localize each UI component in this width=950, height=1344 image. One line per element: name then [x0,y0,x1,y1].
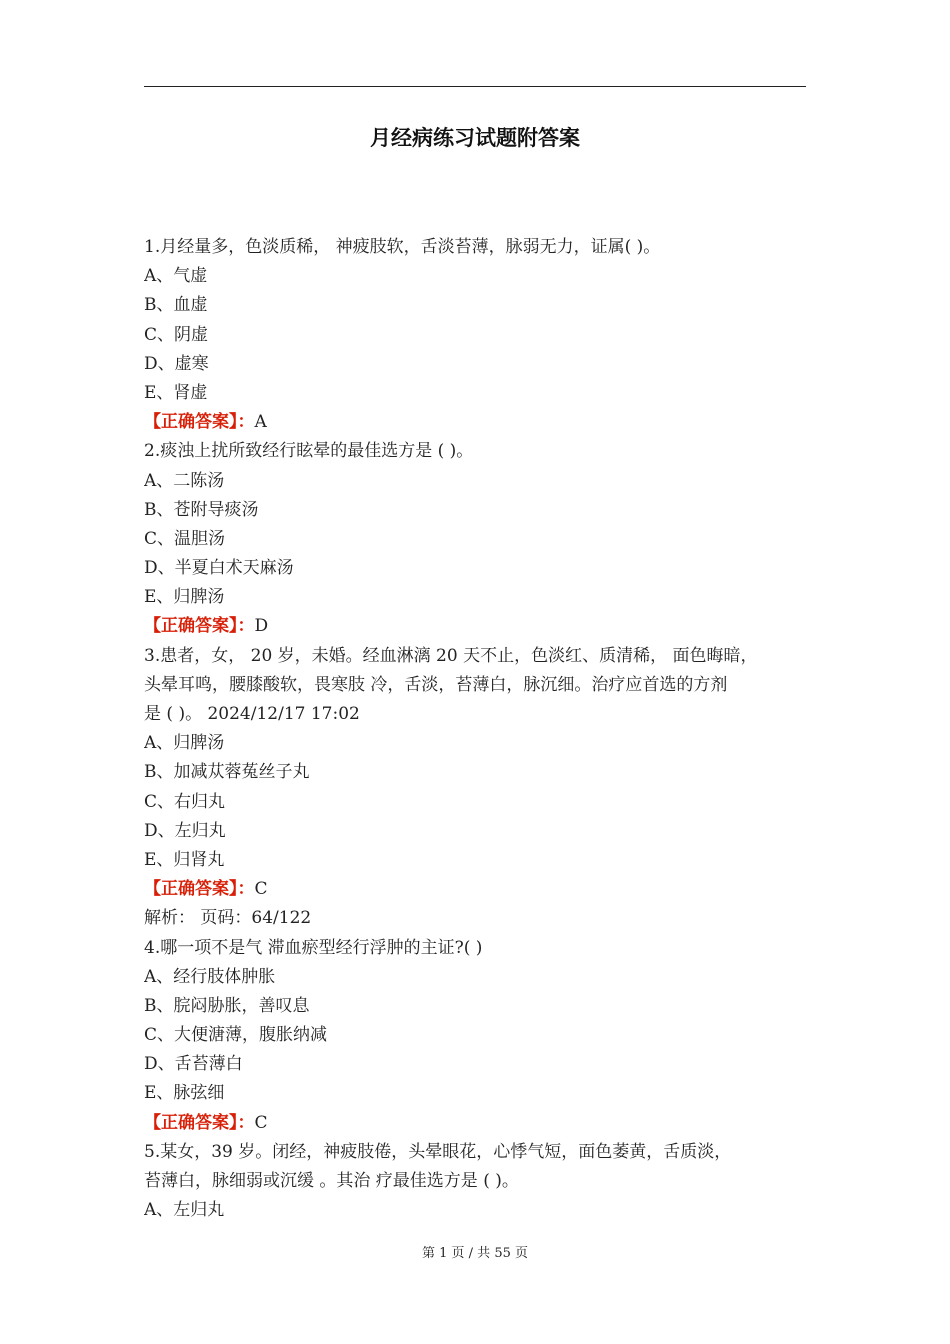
option-item: D、舌苔薄白 [144,1054,243,1075]
option-item: A、经行肢体肿胀 [144,966,276,987]
option-item: B、加减苁蓉菟丝子丸 [144,762,310,783]
answer-row [144,875,819,904]
option-item: C、阴虚 [144,324,209,345]
option-item: C、右归丸 [144,791,226,812]
analysis-note: 解析： 页码：64/122 [144,908,312,929]
page-footer: 第 1 页 / 共 55 页 [422,1246,528,1261]
option-item: B、血虚 [144,295,208,316]
question-stem: 是 ( )。 2024/12/17 17:02 [144,704,360,724]
question-stem: 2.痰浊上扰所致经行眩晕的最佳选方是 ( )。 [144,441,474,462]
option-item: E、归肾丸 [144,849,225,870]
option-item: B、苍附导痰汤 [144,499,259,520]
answer-value: A [254,412,267,433]
question-stem: 苔薄白，脉细弱或沉缓 。其治 疗最佳选方是 ( )。 [144,1171,519,1191]
option-item: E、脉弦细 [144,1083,225,1104]
question-stem: 3.患者，女， 20 岁，未婚。经血淋漓 20 天不止，色淡红、质清稀， 面色晦暗， [144,645,758,666]
answer-label: 【正确答案】： [144,412,255,433]
option-item: A、归脾汤 [144,733,225,754]
option-item: D、半夏白术天麻汤 [144,558,294,579]
answer-row [144,612,819,641]
answer-value: D [254,616,269,637]
option-item: E、归脾汤 [144,587,225,608]
answer-row [144,408,819,437]
option-item: C、温胆汤 [144,528,226,549]
question-list [144,233,819,1225]
question-stem: 1.月经量多，色淡质稀， 神疲肢软，舌淡苔薄，脉弱无力，证属( )。 [144,237,661,257]
question-stem: 5.某女，39 岁。闭经，神疲肢倦，头晕眼花，心悸气短，面色萎黄，舌质淡， [144,1141,732,1162]
option-item: A、二陈汤 [144,470,225,491]
option-item: C、大便溏薄，腹胀纳减 [144,1025,328,1046]
option-item: E、肾虚 [144,382,208,403]
question-stem: 头晕耳鸣，腰膝酸软，畏寒肢 冷，舌淡，苔薄白，脉沉细。治疗应首选的方剂 [144,674,728,695]
answer-row [144,1109,819,1138]
option-item: B、脘闷胁胀，善叹息 [144,995,310,1016]
header-rule [144,86,806,87]
answer-label: 【正确答案】： [144,616,255,637]
option-item: A、左归丸 [144,1200,225,1221]
answer-label: 【正确答案】： [144,879,255,900]
option-item: A、气虚 [144,266,208,287]
answer-value: C [254,1112,268,1133]
question-stem: 4.哪一项不是气 滞血瘀型经行浮肿的主证?( ) [144,937,483,958]
answer-value: C [254,879,268,900]
option-item: D、左归丸 [144,820,226,841]
answer-label: 【正确答案】： [144,1112,255,1133]
page-title: 月经病练习试题附答案 [370,126,580,150]
option-item: D、虚寒 [144,353,209,374]
